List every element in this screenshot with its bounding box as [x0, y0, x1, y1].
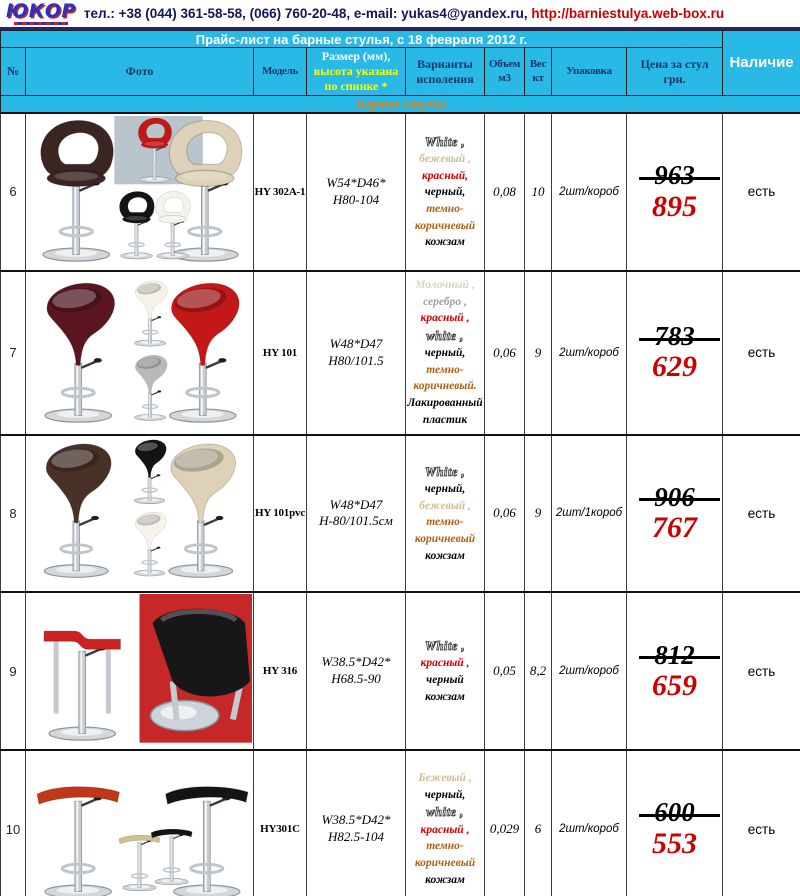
size-cell: W48*D47 H80/101.5 [307, 271, 406, 435]
volume-cell: 0,06 [485, 271, 525, 435]
variant-option: White , [424, 464, 466, 479]
model-cell: HY 302A-1 [254, 113, 307, 271]
availability-cell: есть [723, 435, 800, 593]
table-row [1, 435, 800, 593]
price-old: 906 [629, 483, 720, 511]
stool-photo-illustration [26, 114, 253, 265]
col-availability [723, 31, 800, 96]
variant-option: темно-коричневый [414, 516, 476, 545]
model-cell: HY 101pvc [254, 435, 307, 593]
availability-cell: есть [723, 750, 800, 896]
product-photo [26, 750, 254, 896]
row-number: 7 [1, 271, 26, 435]
variant-option: красный , [420, 657, 470, 670]
volume-cell: 0,08 [485, 113, 525, 271]
variant-option: пластик [422, 413, 468, 426]
col-size-line3: по спинке * [324, 79, 388, 93]
variants-cell [406, 271, 485, 435]
variant-option: темно-коричневый [414, 840, 476, 869]
col-availability-label: Наличие [729, 54, 794, 71]
weight-cell: 6 [525, 750, 552, 896]
product-photo-image [26, 751, 253, 896]
variant-option: темно-коричневый. [413, 363, 477, 393]
availability-cell: есть [723, 592, 800, 750]
variant-option: красный , [420, 823, 470, 836]
size-cell: W38.5*D42* H82.5-104 [307, 750, 406, 896]
price-list-title: Прайс-лист на барные стулья, с 18 февраля 2012 г. [1, 31, 723, 48]
availability-cell: есть [723, 113, 800, 271]
top-bar [0, 0, 800, 30]
price-old: 812 [629, 641, 720, 669]
variant-option: white , [426, 805, 464, 820]
logo-stripes-icon [14, 22, 68, 25]
price-old: 783 [629, 322, 720, 350]
col-model: Модель [254, 48, 307, 96]
contact-text: тел.: +38 (044) 361-58-58, (066) 760-20-48, e-mail: yukas4@yandex.ru, [83, 6, 532, 21]
size-cell: W48*D47 H-80/101.5см [307, 435, 406, 593]
packing-cell: 2шт/короб [552, 113, 627, 271]
volume-cell: 0,05 [485, 592, 525, 750]
row-number: 6 [1, 113, 26, 271]
price-cell [627, 435, 723, 593]
col-size-line2: высота указана [313, 64, 399, 78]
col-volume: Объем м3 [485, 48, 525, 96]
contact-line [84, 6, 724, 21]
variant-option: черный, [424, 347, 466, 360]
row-number: 8 [1, 435, 26, 593]
availability-cell: есть [723, 271, 800, 435]
table-row [1, 271, 800, 435]
stool-photo-illustration [26, 275, 253, 426]
model-cell: HY 316 [254, 592, 307, 750]
price-new: 895 [652, 189, 698, 223]
variant-option: черный [426, 674, 464, 687]
variant-option: white , [426, 328, 464, 343]
site-link[interactable]: http://barniestulya.web-box.ru [531, 6, 725, 21]
model-cell: HY 101 [254, 271, 307, 435]
variant-option: кожзам [425, 549, 465, 562]
price-cell [627, 592, 723, 750]
price-new: 553 [652, 826, 698, 860]
model-cell: HY301C [254, 750, 307, 896]
variants-cell [406, 592, 485, 750]
variant-option: черный, [424, 788, 466, 801]
variant-option: черный, [424, 482, 466, 495]
table-row [1, 750, 800, 896]
col-size-line1: Размер (мм), [321, 49, 391, 63]
product-photo [26, 435, 254, 593]
product-photo [26, 271, 254, 435]
yukor-logo [6, 2, 76, 25]
price-cell [627, 113, 723, 271]
col-num: № [1, 48, 26, 96]
product-photo [26, 113, 254, 271]
row-number: 10 [1, 750, 26, 896]
row-number: 9 [1, 592, 26, 750]
variant-option: красный , [420, 312, 470, 325]
price-cell [627, 750, 723, 896]
price-cell [627, 271, 723, 435]
col-size [307, 48, 406, 96]
variant-option: кожзам [425, 873, 465, 886]
size-cell: W38.5*D42* H68.5-90 [307, 592, 406, 750]
volume-cell: 0,06 [485, 435, 525, 593]
col-price: Цена за стул грн. [627, 48, 723, 96]
weight-cell: 8,2 [525, 592, 552, 750]
size-cell: W54*D46* H80-104 [307, 113, 406, 271]
table-row [1, 113, 800, 271]
product-photo-image [26, 275, 253, 431]
price-table [0, 30, 800, 896]
variant-option: бежевый , [419, 499, 471, 512]
variant-option: кожзам [425, 690, 465, 703]
product-photo-image [26, 593, 253, 749]
col-variants: Варианты исполения [406, 48, 485, 96]
product-photo-image [26, 114, 253, 270]
packing-cell: 2шт/короб [552, 271, 627, 435]
packing-cell: 2шт/короб [552, 592, 627, 750]
price-old: 600 [629, 798, 720, 826]
col-photo: Фото [26, 48, 254, 96]
variant-option: бежевый , [419, 152, 471, 165]
price-new: 767 [652, 511, 698, 545]
section-title: Барные стулья [1, 96, 800, 114]
variant-option: кожзам [425, 236, 465, 249]
stool-photo-illustration [26, 751, 253, 896]
weight-cell: 10 [525, 113, 552, 271]
weight-cell: 9 [525, 435, 552, 593]
variant-option: серебро , [423, 295, 467, 308]
variant-option: Молочный , [415, 278, 475, 291]
variant-option: красный, [421, 169, 469, 182]
price-new: 659 [652, 668, 698, 702]
variant-option: черный, [424, 186, 466, 199]
variant-option: Лакированный [407, 397, 483, 410]
col-weight: Вес кт [525, 48, 552, 96]
stool-photo-illustration [26, 593, 253, 744]
packing-cell: 2шт/1короб [552, 435, 627, 593]
logo-text: ЮКОР [6, 0, 76, 22]
variants-cell [406, 435, 485, 593]
weight-cell: 9 [525, 271, 552, 435]
variant-option: White , [424, 134, 466, 149]
price-old: 963 [629, 161, 720, 189]
variant-option: темно-коричневый [414, 202, 476, 232]
product-photo-image [26, 436, 253, 592]
table-row [1, 592, 800, 750]
variant-option: Бежевый , [418, 772, 472, 785]
price-new: 629 [652, 350, 698, 384]
packing-cell: 2шт/короб [552, 750, 627, 896]
stool-photo-illustration [26, 436, 253, 587]
variants-cell [406, 750, 485, 896]
col-packing: Упаковка [552, 48, 627, 96]
variants-cell [406, 113, 485, 271]
volume-cell: 0,029 [485, 750, 525, 896]
product-photo [26, 592, 254, 750]
variant-option: White , [424, 639, 466, 654]
